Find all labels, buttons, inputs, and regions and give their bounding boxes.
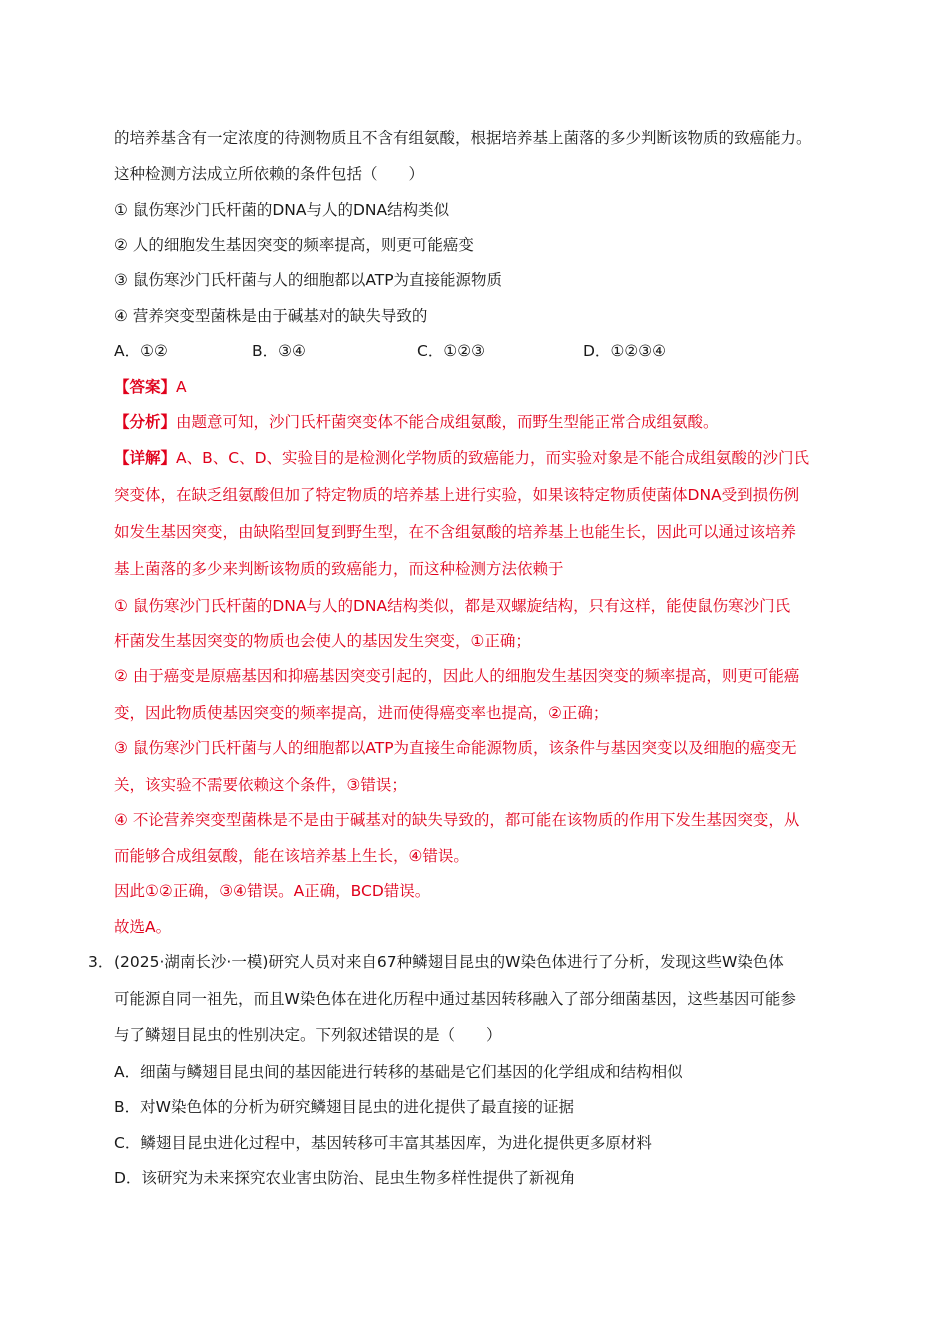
q2-detail-line: 杆菌发生基因突变的物质也会使人的基因发生突变，①正确； xyxy=(114,632,531,650)
answer-value: A xyxy=(176,378,187,396)
q3-number: 3． xyxy=(88,953,114,971)
q3-option-a: A．细菌与鳞翅目昆虫间的基因能进行转移的基础是它们基因的化学组成和结构相似 xyxy=(114,1063,683,1081)
q3-option-b: B．对W染色体的分析为研究鳞翅目昆虫的进化提供了最直接的证据 xyxy=(114,1098,574,1116)
analysis-text: 由题意可知，沙门氏杆菌突变体不能合成组氨酸，而野生型能正常合成组氨酸。 xyxy=(176,413,719,431)
q2-detail-line: ③ 鼠伤寒沙门氏杆菌与人的细胞都以ATP为直接生命能源物质，该条件与基因突变以及细胞的癌变无 xyxy=(114,739,797,757)
q2-stem-line-1: 的培养基含有一定浓度的待测物质且不含有组氨酸，根据培养基上菌落的多少判断该物质的致癌能力。 xyxy=(114,129,812,147)
q3-stem-line-2: 可能源自同一祖先，而且W染色体在进化历程中通过基因转移融入了部分细菌基因，这些基因可能参 xyxy=(114,990,796,1008)
detail-tag: 【详解】 xyxy=(114,449,177,467)
q2-detail-line: 突变体，在缺乏组氨酸但加了特定物质的培养基上进行实验，如果该特定物质使菌体DNA受到损伤例 xyxy=(114,486,800,504)
q2-detail-line: ② 由于癌变是原癌基因和抑癌基因突变引起的，因此人的细胞发生基因突变的频率提高，则更可能癌 xyxy=(114,667,800,685)
q2-stem-line-2: 这种检测方法成立所依赖的条件包括（ ） xyxy=(114,165,425,183)
q2-condition-4: ④ 营养突变型菌株是由于碱基对的缺失导致的 xyxy=(114,307,428,325)
q2-detail-line: 基上菌落的多少来判断该物质的致癌能力，而这种检测方法依赖于 xyxy=(114,560,564,578)
q2-detail-line: ① 鼠伤寒沙门氏杆菌的DNA与人的DNA结构类似，都是双螺旋结构，只有这样，能使鼠伤寒沙门氏 xyxy=(114,597,791,615)
q2-detail-line: 变，因此物质使基因突变的频率提高，进而使得癌变率也提高，②正确； xyxy=(114,704,609,722)
q2-condition-1: ① 鼠伤寒沙门氏杆菌的DNA与人的DNA结构类似 xyxy=(114,201,450,219)
analysis-tag: 【分析】 xyxy=(114,413,177,431)
q2-detail-line: 因此①②正确，③④错误。A正确，BCD错误。 xyxy=(114,882,431,900)
q2-option-b: B．③④ xyxy=(252,342,306,360)
q3-option-d: D．该研究为未来探究农业害虫防治、昆虫生物多样性提供了新视角 xyxy=(114,1169,576,1187)
q3-stem-line-3: 与了鳞翅目昆虫的性别决定。下列叙述错误的是（ ） xyxy=(114,1026,502,1044)
detail-text: A、B、C、D、实验目的是检测化学物质的致癌能力，而实验对象是不能合成组氨酸的沙门氏 xyxy=(176,449,810,467)
q2-answer xyxy=(114,376,870,398)
q2-detail-line: 而能够合成组氨酸，能在该培养基上生长，④错误。 xyxy=(114,847,469,865)
q2-detail-line: 关，该实验不需要依赖这个条件，③错误； xyxy=(114,776,407,794)
q2-option-a: A．①② xyxy=(114,342,168,360)
q3-stem-line-1: (2025·湖南长沙·一模)研究人员对来自67种鳞翅目昆虫的W染色体进行了分析，发现这些W染色体 xyxy=(114,953,784,971)
q2-detail-line: 故选A。 xyxy=(114,918,172,936)
q2-condition-2: ② 人的细胞发生基因突变的频率提高，则更可能癌变 xyxy=(114,236,474,254)
q2-condition-3: ③ 鼠伤寒沙门氏杆菌与人的细胞都以ATP为直接能源物质 xyxy=(114,271,503,289)
q3-option-c: C．鳞翅目昆虫进化过程中，基因转移可丰富其基因库，为进化提供更多原材料 xyxy=(114,1134,652,1152)
q2-detail-line: 如发生基因突变，由缺陷型回复到野生型，在不含组氨酸的培养基上也能生长，因此可以通过该培养 xyxy=(114,523,797,541)
q2-detail-first xyxy=(114,447,870,469)
q2-analysis xyxy=(114,411,870,433)
answer-tag: 【答案】 xyxy=(114,378,177,396)
q2-option-d: D．①②③④ xyxy=(583,342,667,360)
q2-detail-line: ④ 不论营养突变型菌株是不是由于碱基对的缺失导致的，都可能在该物质的作用下发生基因突变，从 xyxy=(114,811,800,829)
q2-option-c: C．①②③ xyxy=(417,342,486,360)
